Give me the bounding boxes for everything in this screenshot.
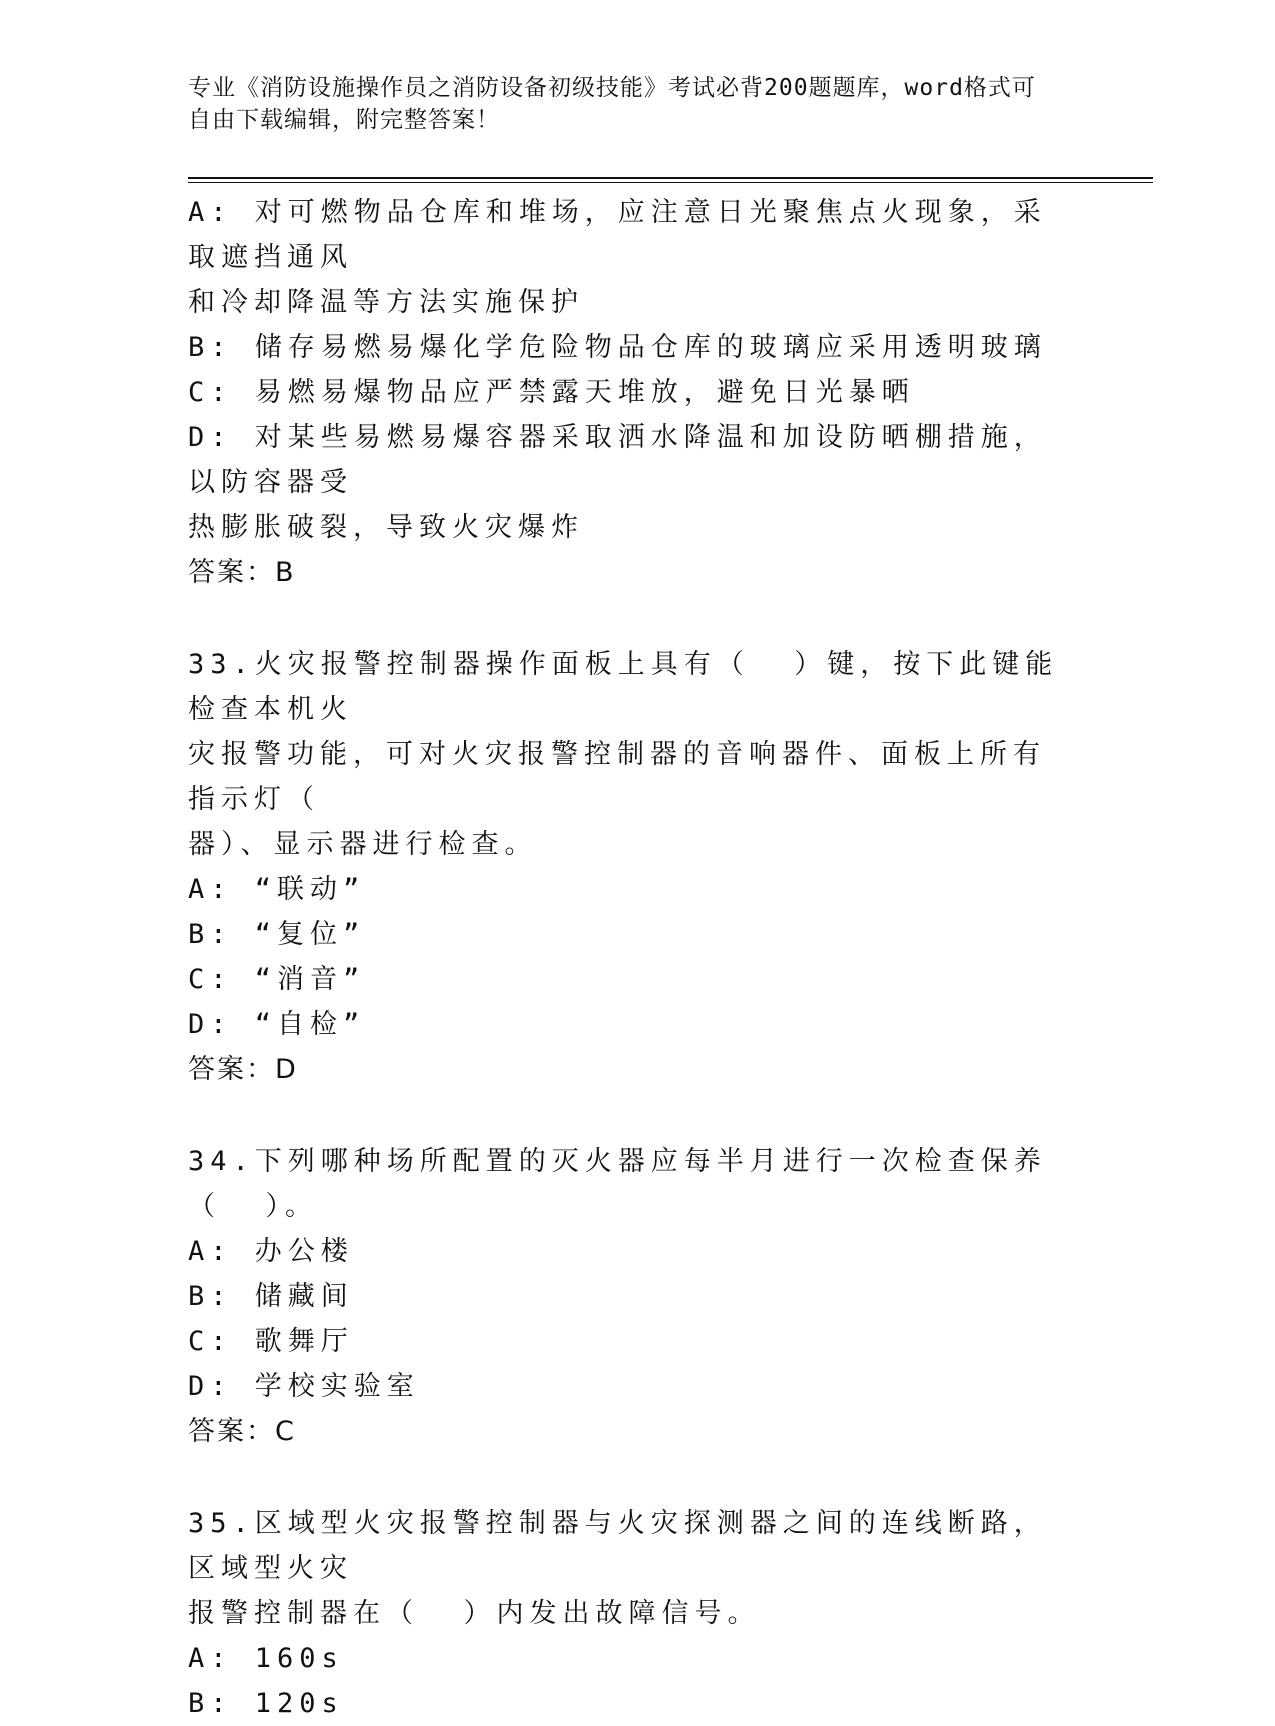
option-d-line-1: D: 对某些易燃易爆容器采取洒水降温和加设防晒棚措施，以防容器受 <box>188 422 1047 498</box>
question-stem-line-1: 35.区域型火灾报警控制器与火灾探测器之间的连线断路，区域型火灾 <box>188 1508 1047 1584</box>
header-line-1: 专业《消防设施操作员之消防设备初级技能》考试必背200题题库，word格式可 <box>188 75 1036 101</box>
option-c: C: 易燃易爆物品应严禁露天堆放，避免日光暴晒 <box>188 377 915 408</box>
question-stem-line-3: 器）、显示器进行检查。 <box>188 829 538 860</box>
option-b: B: 120s <box>188 1688 344 1719</box>
question-35 <box>188 1501 1068 1726</box>
document-header <box>188 72 1068 136</box>
question-33 <box>188 642 1068 1092</box>
option-b: B: “复位” <box>188 919 366 950</box>
option-a-line-1: A: 对可燃物品仓库和堆场，应注意日光聚焦点火现象，采取遮挡通风 <box>188 197 1047 273</box>
answer-label: 答案：D <box>188 1054 298 1085</box>
question-34 <box>188 1139 1068 1454</box>
option-a-line-2: 和冷却降温等方法实施保护 <box>188 287 584 318</box>
header-divider-thin <box>188 182 1153 183</box>
option-b: B: 储藏间 <box>188 1281 354 1312</box>
question-stem-line-1: 33.火灾报警控制器操作面板上具有（ ）键，按下此键能检查本机火 <box>188 649 1059 725</box>
question-spacer <box>188 1454 1068 1501</box>
header-line-2: 自由下载编辑，附完整答案！ <box>188 107 500 133</box>
header-divider-thick <box>188 177 1153 179</box>
answer-label: 答案：B <box>188 557 296 588</box>
question-spacer <box>188 1092 1068 1139</box>
answer-label: 答案：C <box>188 1416 296 1447</box>
question-32-tail <box>188 190 1068 595</box>
option-a: A: 办公楼 <box>188 1236 354 1267</box>
option-d: D: “自检” <box>188 1009 366 1040</box>
option-c: C: “消音” <box>188 964 366 995</box>
question-stem-line-2: 报警控制器在（ ）内发出故障信号。 <box>188 1598 761 1629</box>
question-stem-line-2: 灾报警功能，可对火灾报警控制器的音响器件、面板上所有指示灯（ <box>188 739 1046 815</box>
option-b: B: 储存易燃易爆化学危险物品仓库的玻璃应采用透明玻璃 <box>188 332 1047 363</box>
option-a: A: 160s <box>188 1643 344 1674</box>
option-c: C: 歌舞厅 <box>188 1326 354 1357</box>
option-a: A: “联动” <box>188 874 366 905</box>
question-spacer <box>188 595 1068 642</box>
question-list <box>188 190 1068 1726</box>
question-stem-line-1: 34.下列哪种场所配置的灭火器应每半月进行一次检查保养（ ）。 <box>188 1146 1047 1222</box>
option-d-line-2: 热膨胀破裂，导致火灾爆炸 <box>188 512 584 543</box>
option-d: D: 学校实验室 <box>188 1371 420 1402</box>
